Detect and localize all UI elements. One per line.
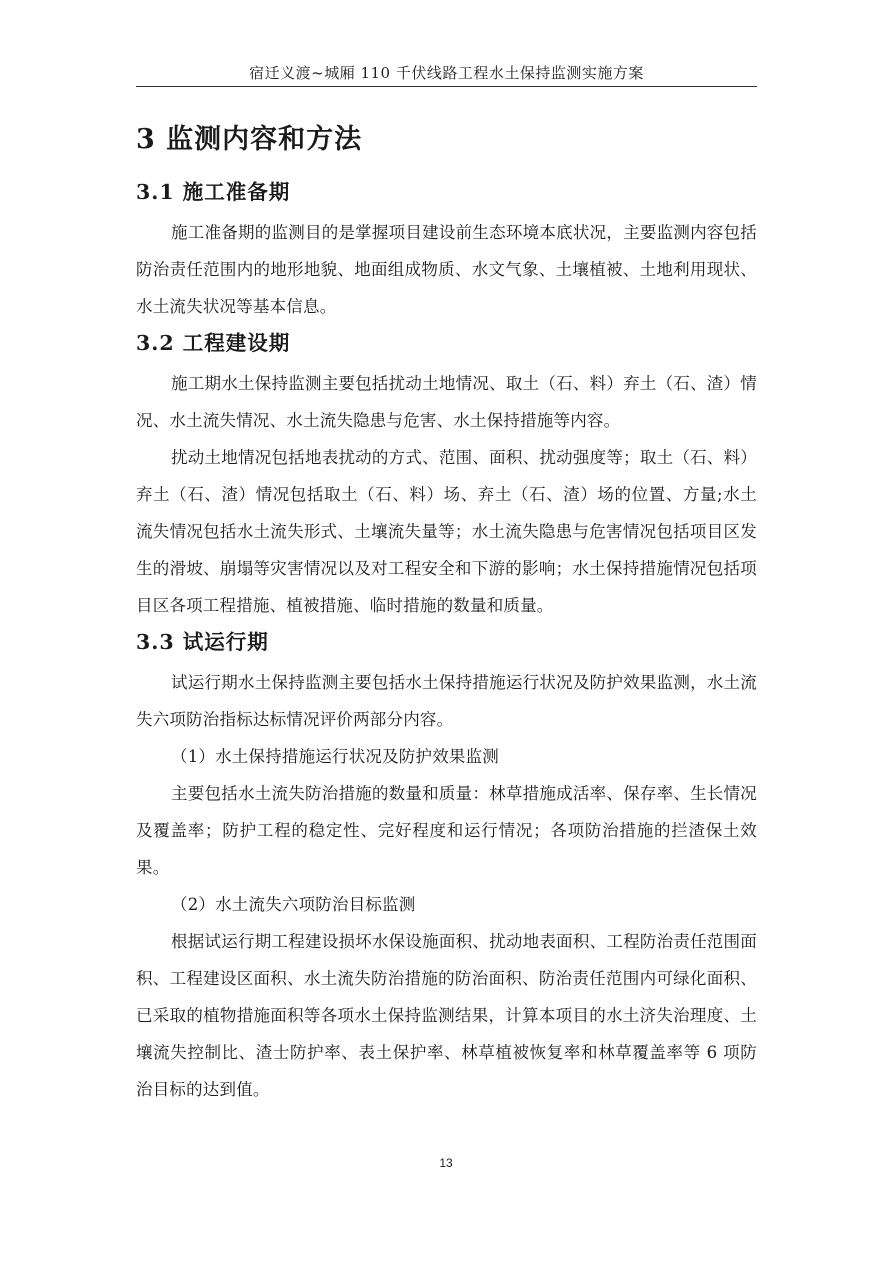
paragraph: 主要包括水土流失防治措施的数量和质量：林草措施成活率、保存率、生长情况及覆盖率；防护工程的稳定性、完好程度和运行情况；各项防治措施的拦渣保土效果。	[136, 784, 757, 877]
subheading: （1）水土保持措施运行状况及防护效果监测	[171, 747, 499, 766]
header-divider	[136, 86, 757, 87]
paragraph: 施工期水土保持监测主要包括扰动土地情况、取土（石、料）弃土（石、渣）情况、水土流失情况、水土流失隐患与危害、水土保持措施等内容。	[136, 374, 757, 430]
section-title-3-1: 3.1 施工准备期	[136, 180, 291, 204]
subheading: （2）水土流失六项防治目标监测	[171, 895, 416, 914]
paragraph: 试运行期水土保持监测主要包括水土保持措施运行状况及防护效果监测，水土流失六项防治指标达标情况评价两部分内容。	[136, 673, 757, 729]
section-title-3-3: 3.3 试运行期	[136, 630, 269, 654]
chapter-title: 3 监测内容和方法	[136, 124, 363, 155]
document-body	[136, 118, 757, 1108]
section-title-3-2: 3.2 工程建设期	[136, 331, 291, 355]
page-header-title: 宿迁义渡~城厢 110 千伏线路工程水土保持监测实施方案	[249, 64, 644, 82]
paragraph: 施工准备期的监测目的是掌握项目建设前生态环境本底状况，主要监测内容包括防治责任范围内的地形地貌、地面组成物质、水文气象、土壤植被、土地利用现状、水土流失状况等基本信息。	[136, 223, 757, 316]
paragraph: 扰动土地情况包括地表扰动的方式、范围、面积、扰动强度等；取土（石、料）弃土（石、渣）情况包括取土（石、料）场、弃土（石、渣）场的位置、方量;水土流失情况包括水土流失形式、土壤流失量等；水土流失隐患与危害情况包括项目区发生的滑坡、崩塌等灾害情况以及对工程安全和下游的影响；水土保持措施情况包括项目区各项工程措施、植被措施、临时措施的数量和质量。	[136, 448, 757, 615]
paragraph: 根据试运行期工程建设损坏水保设施面积、扰动地表面积、工程防治责任范围面积、工程建设区面积、水土流失防治措施的防治面积、防治责任范围内可绿化面积、已采取的植物措施面积等各项水土保持监测结果，计算本项目的水土济失治理度、土壤流失控制比、渣士防护率、表土保护率、林草植被恢复率和林草覆盖率等 6 项防治目标的达到值。	[136, 932, 757, 1099]
page-number: 13	[439, 1156, 453, 1170]
